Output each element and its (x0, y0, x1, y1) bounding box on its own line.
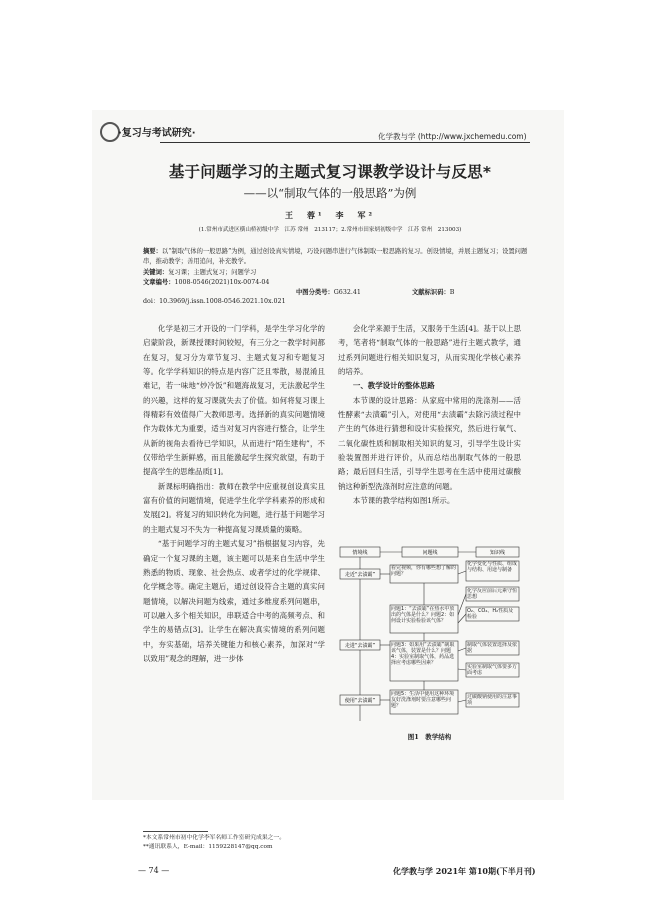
situation-1: 走近“去渍霸” (344, 572, 376, 578)
footnote-2: **通讯联系人，E-mail：1159228147@qq.com (143, 844, 273, 850)
doccode: B (449, 289, 455, 296)
right-column (338, 322, 521, 508)
affiliation: (1.常州市武进区横山桥初级中学 江苏 常州 213117；2.常州市田家炳初级中学 江苏 常州 213003) (198, 227, 462, 233)
col-header-knowledge: 知识线 (489, 550, 506, 556)
page-number: — 74 — (138, 866, 170, 875)
abstract-label: 摘要： (143, 248, 162, 255)
situation-3: 使用“去渍霸” (344, 698, 376, 704)
knowledge-5: 过碳酸钠使用的注意事项 (467, 694, 518, 706)
abstract-text: 以“制取气体的一般思路”为例，通过创设真实情境，巧设问题串进行气体制取一般思路的复习。创设情境，并展主题复习；设置问题串，推动教学；善用追问，补充教学。 (143, 248, 528, 265)
problem-1: 问题1：“去渍霸”在热水中放出的气体是什么？问题2：如何设计实验检验该气体？ (391, 606, 455, 624)
figure-caption: 图1 教学结构 (407, 733, 452, 741)
connector (458, 700, 466, 702)
doi: doi：10.3969/j.issn.1008-0546.2021.10x.021 (143, 298, 286, 305)
connector (458, 614, 466, 623)
knowledge-2: O₂、CO₂、H₂性质及检验 (467, 608, 514, 620)
authors: 王 蓉¹ 李 军² (284, 210, 375, 220)
problem-3: 问题5：生活中使用这种环境友好洗涤剂时要注意哪些问题？ (391, 691, 455, 709)
paragraph: 本节课的教学结构如图1所示。 (352, 496, 455, 506)
header-rule (160, 142, 530, 143)
connector (458, 594, 466, 615)
teaching-structure-figure (338, 545, 521, 731)
keywords (143, 268, 538, 278)
footnotes (143, 834, 343, 852)
left-column (143, 322, 325, 666)
doccode-label: 文献标识码： (412, 289, 450, 296)
col-header-problem: 问题线 (422, 550, 438, 556)
connector (458, 648, 466, 651)
paragraph: 新课标明确指出：教师在教学中应重视创设真实且富有价值的问题情境，促进学生化学学科素养的形成和发展[2]。将复习的知识转化为问题，进行基于问题学习的主题式复习不失为一种提高复习课质量的策略。 (143, 481, 325, 534)
connector (458, 669, 466, 670)
keywords-text: 复习课；主题式复习；问题学习 (168, 269, 257, 276)
connector (458, 571, 466, 574)
clc-code: G632.41 (333, 289, 361, 296)
knowledge-3: 制取气体装置选择及依据 (467, 642, 518, 654)
journal-footer: 化学教与学 2021年 第10期(下半月刊) (393, 866, 536, 876)
paragraph: 本节课的设计思路：从家庭中常用的洗涤剂——活性酵素“去渍霸”引入，对使用“去渍霸”去除污渍过程中产生的气体进行猜想和设计实验探究，然后进行氧气、二氧化碳性质和制取相关知识的复习，引导学生设计实验装置图并进行评价，从而总结出制取气体的一般思路；最后回归生活，引导学生思考在生活中使用过碳酸钠这种新型洗涤剂时应注意的问题。 (338, 395, 521, 491)
article-title: 基于问题学习的主题式复习课教学设计与反思* (168, 163, 492, 181)
paragraph: 化学是初三才开设的一门学科，是学生学习化学的启蒙阶段，新课授课时间较短，有三分之一教学时间都在复习，复习分为章节复习、主题式复习和专题复习等。化学学科知识的特点是内容广泛且零散，易混淆且难记，若一味地“炒冷饭”和题海战复习，无法激起学生的兴趣，这样的复习课就失去了价值。如何将复习课上得精彩有效值得广大教师思考。选择新的真实问题情境作为载体尤为重要，适当对复习内容进行整合，让学生从新的视角去看待已学知识，从而进行“陌生建构”，不仅带给学生新鲜感，而且能激起学生探究欲望，有助于提高学生的思维品质[1]。 (143, 324, 325, 477)
section-header: ·复习与考试研究· (118, 128, 196, 139)
col-header-situation: 情境线 (352, 550, 368, 556)
problem-2: 问题3：如果用“去渍霸”制取该气体，装置是什么？问题4：实验室制取气体，药品选择应考虑哪些因素？ (391, 642, 455, 666)
journal-site: 化学教与学 (http://www.jxchemedu.com) (378, 132, 527, 141)
doc-id: 1008-0546(2021)10x-0074-04 (174, 279, 270, 286)
clc-label: 中图分类号： (296, 289, 334, 296)
knowledge-1: 化学反应前后元素守恒思想 (467, 588, 518, 600)
paragraph: 会化学来源于生活，又服务于生活[4]。基于以上思考，笔者将“制取气体的一般思路”进行主题式教学，通过系列问题进行相关知识复习，从而实现化学核心素养的培养。 (338, 324, 521, 377)
doc-id-label: 文章编号： (143, 279, 175, 286)
problem-0: 看完视频，你有哪些想了解的问题？ (391, 565, 457, 577)
ornament-icon (100, 122, 120, 142)
paragraph: “基于问题学习的主题式复习”指根据复习内容，先确定一个复习课的主题，该主题可以是来自生活中学生熟悉的物质、现象、社会热点、或者学过的化学规律、化学概念等。确定主题后，通过创设符合主题的真实问题情境，以解决问题为线索，通过多维度系列问题串，可以融入多个相关知识，串联适合中考的高频考点、和学生的易错点[3]。让学生在解决真实情境的系列问题中，夯实基础，培养关键能力和核心素养，加深对“学以致用”观念的理解，进一步体 (143, 539, 325, 663)
section-heading: 一、教学设计的整体思路 (352, 381, 435, 391)
knowledge-0: 化学变化与性质、组成与结构、用途与制备 (467, 561, 518, 573)
knowledge-4: 实验室制取气体要多方面考虑 (467, 664, 518, 676)
footnote-rule (143, 831, 208, 832)
article-subtitle: ——以“制取气体的一般思路”为例 (243, 186, 417, 200)
doc-id-line (143, 278, 538, 288)
keywords-label: 关键词： (143, 269, 169, 276)
situation-2: 走进“去渍霸” (344, 643, 376, 649)
footnote-1: *本文系常州市初中化学李军名师工作室研究成果之一。 (143, 835, 286, 841)
abstract (143, 247, 538, 266)
